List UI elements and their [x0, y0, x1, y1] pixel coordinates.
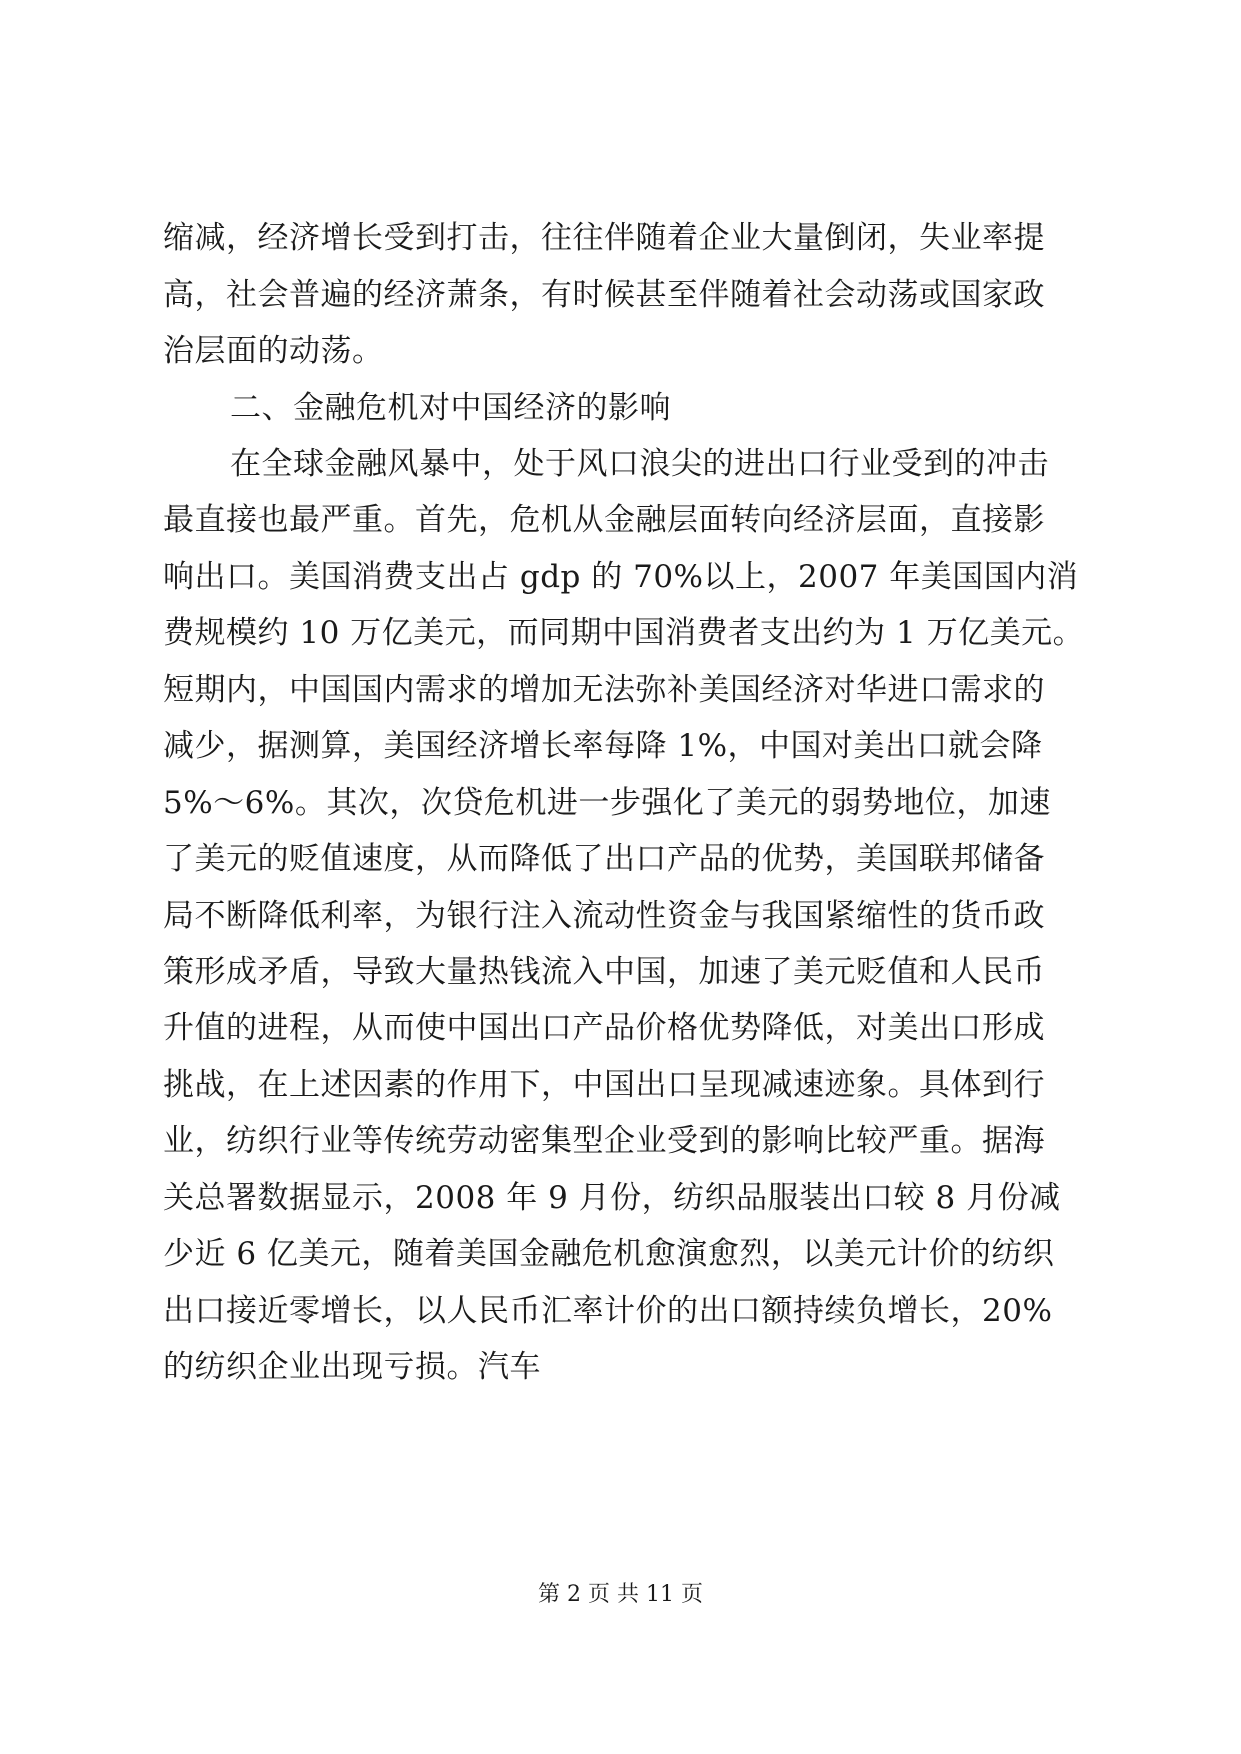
page-number-footer: 第 2 页 共 11 页 — [538, 1582, 703, 1607]
text-line-19: 少近 6 亿美元，随着美国金融危机愈演愈烈，以美元计价的纺织 — [163, 1236, 1055, 1272]
text-line-11: 5%～6%。其次，次贷危机进一步强化了美元的弱势地位，加速 — [163, 785, 1051, 821]
text-line-9: 短期内，中国国内需求的增加无法弥补美国经济对华进口需求的 — [163, 672, 1045, 708]
text-line-17: 业，纺织行业等传统劳动密集型企业受到的影响比较严重。据海 — [163, 1123, 1045, 1159]
text-line-16: 挑战，在上述因素的作用下，中国出口呈现减速迹象。具体到行 — [163, 1067, 1045, 1103]
text-line-1: 缩减，经济增长受到打击，往往伴随着企业大量倒闭，失业率提 — [163, 220, 1045, 256]
text-line-3: 治层面的动荡。 — [163, 333, 384, 369]
text-line-13: 局不断降低利率，为银行注入流动性资金与我国紧缩性的货币政 — [163, 898, 1045, 934]
text-line-21: 的纺织企业出现亏损。汽车 — [163, 1349, 541, 1385]
text-line-6: 最直接也最严重。首先，危机从金融层面转向经济层面，直接影 — [163, 502, 1045, 538]
text-line-15: 升值的进程，从而使中国出口产品价格优势降低，对美出口形成 — [163, 1010, 1045, 1046]
text-line-7: 响出口。美国消费支出占 gdp 的 70%以上，2007 年美国国内消 — [163, 559, 1079, 595]
text-line-8: 费规模约 10 万亿美元，而同期中国消费者支出约为 1 万亿美元。 — [163, 615, 1085, 651]
section-heading: 二、金融危机对中国经济的影响 — [230, 390, 671, 426]
text-line-14: 策形成矛盾，导致大量热钱流入中国，加速了美元贬值和人民币 — [163, 954, 1045, 990]
text-line-20: 出口接近零增长，以人民币汇率计价的出口额持续负增长，20% — [163, 1293, 1053, 1329]
text-line-2: 高，社会普遍的经济萧条，有时候甚至伴随着社会动荡或国家政 — [163, 277, 1045, 313]
text-line-10: 减少，据测算，美国经济增长率每降 1%，中国对美出口就会降 — [163, 728, 1043, 764]
text-line-18: 关总署数据显示，2008 年 9 月份，纺织品服装出口较 8 月份减 — [163, 1180, 1061, 1216]
text-line-5: 在全球金融风暴中，处于风口浪尖的进出口行业受到的冲击 — [230, 446, 1049, 482]
text-line-12: 了美元的贬值速度，从而降低了出口产品的优势，美国联邦储备 — [163, 841, 1045, 877]
